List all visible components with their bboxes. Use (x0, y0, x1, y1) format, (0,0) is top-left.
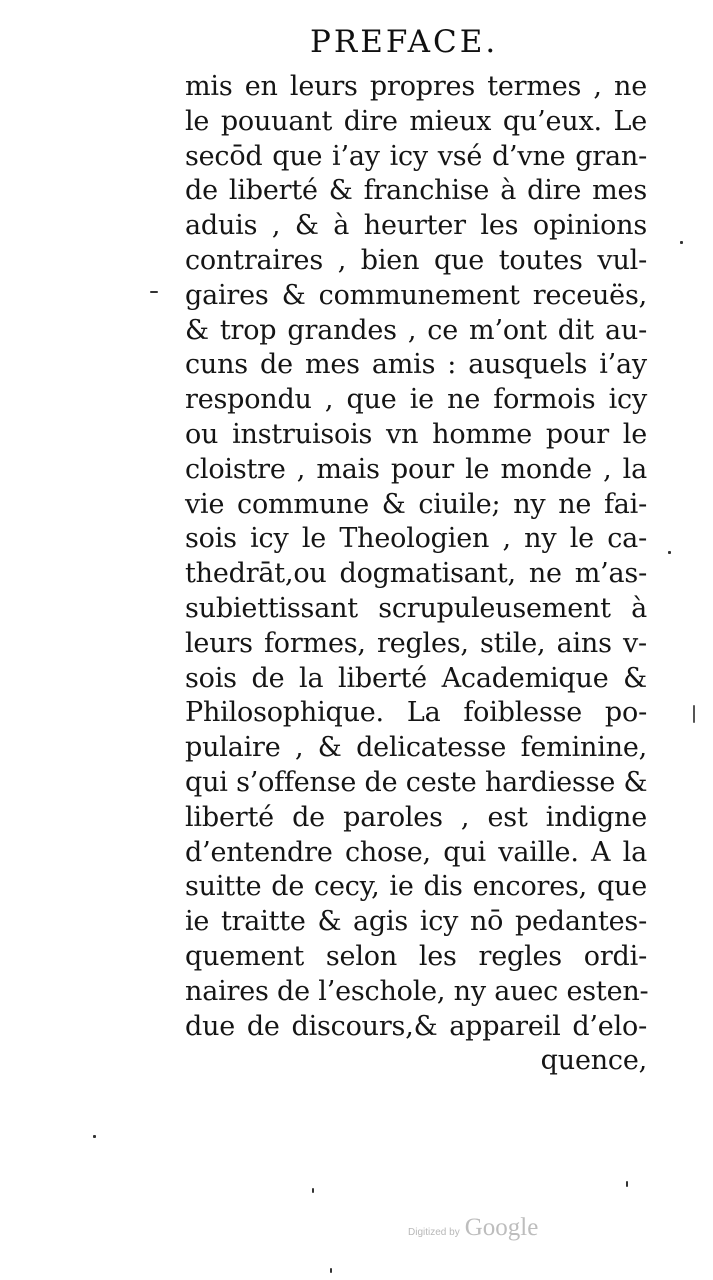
ink-speck (668, 551, 671, 554)
text-line: suitte de cecy, ie dis encores, que (185, 871, 647, 903)
catchword: quence, (540, 1045, 647, 1077)
text-line: contraires , bien que toutes vul- (185, 244, 647, 276)
text-line: subiettissant scrupuleusement à (185, 592, 647, 624)
ink-speck (93, 1135, 96, 1138)
text-line: mis en leurs propres termes , ne (185, 71, 647, 102)
text-line: liberté de paroles , est indigne (185, 801, 647, 833)
google-logo: Google (464, 1214, 539, 1241)
text-line: secōd que i’ay icy vsé d’vne gran- (185, 140, 647, 172)
body-text (185, 70, 647, 1079)
text-line: due de discours,& appareil d’elo- (185, 1010, 647, 1042)
text-line: ou instruisois vn homme pour le (185, 418, 647, 450)
ink-speck (680, 241, 683, 244)
text-line: quement selon les regles ordi- (185, 940, 647, 972)
digitization-watermark (408, 1214, 538, 1242)
text-line: pulaire , & delicatesse feminine, (185, 732, 647, 764)
ink-speck (312, 1188, 314, 1193)
text-line: sois de la liberté Academique & (185, 662, 647, 694)
text-line: aduis , & à heurter les opinions (185, 210, 647, 242)
text-line: de liberté & franchise à dire mes (185, 175, 647, 207)
text-line: gaires & communement receuës, (185, 279, 647, 311)
text-line: cloistre , mais pour le monde , la (185, 453, 647, 485)
ink-speck (150, 291, 158, 293)
running-head: PREFACE. (310, 24, 499, 60)
text-line: thedrāt,ou dogmatisant, ne m’as- (185, 558, 647, 590)
text-line: cuns de mes amis : ausquels i’ay (185, 349, 647, 381)
text-line: qui s’offense de ceste hardiesse & (185, 766, 648, 798)
text-line: Philosophique. La foiblesse po- (185, 697, 647, 729)
text-line: leurs formes, regles, stile, ains v- (185, 627, 647, 659)
text-line: & trop grandes , ce m’ont dit au- (185, 314, 647, 346)
text-line: ie traitte & agis icy nō pedantes- (185, 906, 647, 938)
ink-speck (330, 1268, 332, 1273)
ink-speck (626, 1181, 628, 1187)
text-line: naires de l’eschole, ny auec esten- (185, 975, 649, 1007)
ink-speck (693, 705, 695, 723)
text-line: respondu , que ie ne formois icy (185, 384, 647, 416)
text-line: d’entendre chose, qui vaille. A la (185, 836, 647, 868)
text-line: le pouuant dire mieux qu’eux. Le (185, 105, 647, 137)
text-line: sois icy le Theologien , ny le ca- (185, 523, 647, 555)
watermark-prefix: Digitized by (408, 1227, 460, 1238)
text-line: vie commune & ciuile; ny ne fai- (185, 488, 647, 520)
